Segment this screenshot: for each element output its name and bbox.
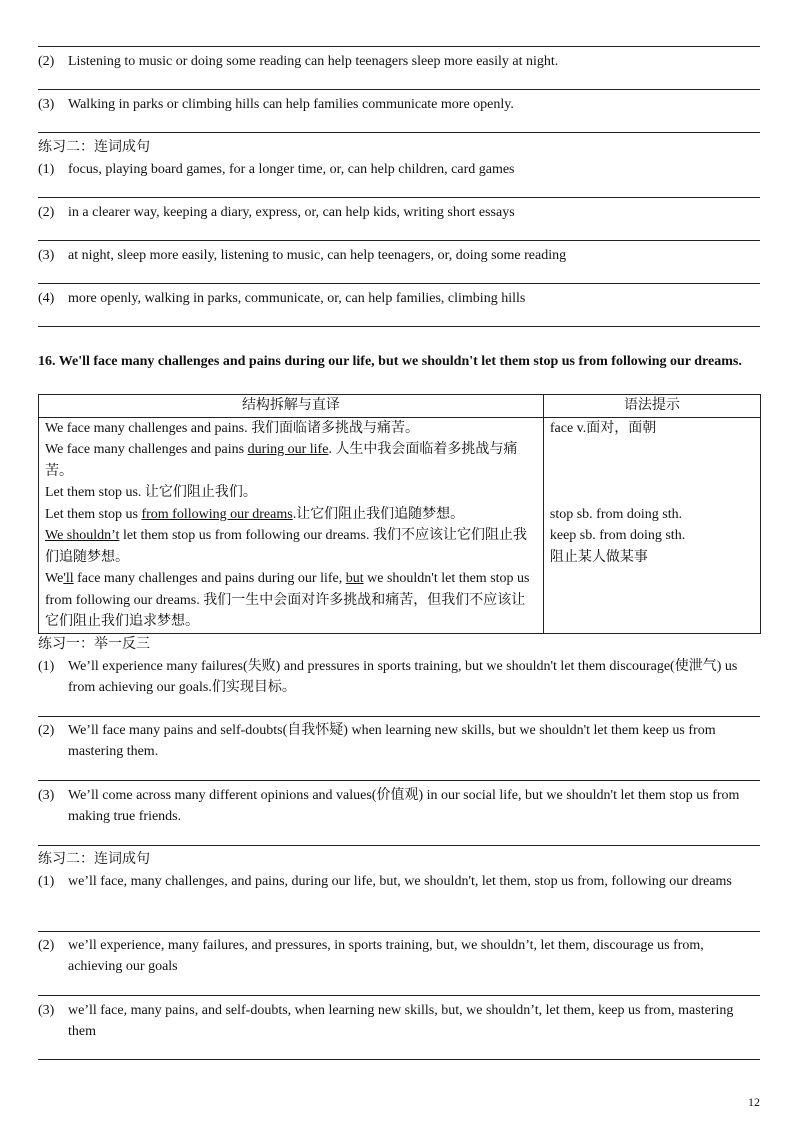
- answer-line: [38, 89, 760, 90]
- grammar-hint: face v.面对，面朝: [549, 420, 657, 436]
- answer-line: [38, 845, 760, 846]
- breakdown-line: We face many challenges and pains. 我们面临诸多挑战与痛苦。: [45, 420, 420, 436]
- answer-line: [38, 1059, 760, 1060]
- list-item: (4) more openly, walking in parks, communicate, or, can help families, climbing hills: [38, 291, 526, 306]
- answer-line: [38, 132, 760, 133]
- structure-table: [38, 394, 761, 634]
- grammar-hint: keep sb. from doing sth.: [549, 528, 686, 543]
- list-item: (2) we’ll experience, many failures, and pressures, in sports training, but, we shouldn’t, let them, discourage us from, achieving our goals: [38, 938, 704, 974]
- exercise-heading: 练习一：举一反三: [38, 637, 150, 652]
- answer-line: [38, 780, 760, 781]
- answer-line: [38, 326, 760, 327]
- grammar-cell: [543, 417, 760, 633]
- grammar-hint: 阻止某人做某事: [549, 549, 648, 565]
- table-header-structure: 结构拆解与直译: [39, 395, 544, 418]
- answer-line: [38, 46, 760, 47]
- exercise-heading: 练习二：连词成句: [38, 852, 150, 867]
- list-item: (3) We’ll come across many different opinions and values(价值观) in our social life, but we shouldn't let them stop us from making true friends.: [38, 788, 740, 824]
- list-item: (3) at night, sleep more easily, listening to music, can help teenagers, or, doing some reading: [38, 248, 567, 263]
- list-item: (2) Listening to music or doing some reading can help teenagers sleep more easily at night.: [38, 54, 559, 69]
- breakdown-line: We'll face many challenges and pains during our life, but we shouldn't let them stop us from following our dreams. 我们一生中会面对许多挑战和痛苦，但我们不应该让它们阻止我们追求梦想。: [45, 571, 530, 629]
- answer-line: [38, 995, 760, 996]
- list-item: (1) we’ll face, many challenges, and pains, during our life, but, we shouldn't, let them, stop us from, following our dreams: [38, 874, 732, 889]
- breakdown-line: Let them stop us. 让它们阻止我们。: [45, 485, 257, 500]
- list-item: (3) Walking in parks or climbing hills can help families communicate more openly.: [38, 97, 514, 112]
- answer-line: [38, 931, 760, 932]
- page-number: 12: [748, 1095, 760, 1109]
- grammar-hint: stop sb. from doing sth.: [549, 506, 683, 522]
- table-row: [39, 417, 761, 633]
- list-item: (2) We’ll face many pains and self-doubts(自我怀疑) when learning new skills, but we shouldn't let them keep us from mastering them.: [38, 723, 716, 759]
- exercise-heading: 练习二：连词成句: [38, 140, 150, 155]
- table-header-row: [39, 395, 761, 418]
- list-item: (3) we’ll face, many pains, and self-doubts, when learning new skills, but, we shouldn’t, let them, keep us from, mastering them: [38, 1003, 734, 1039]
- answer-line: [38, 240, 760, 241]
- list-item: (1) focus, playing board games, for a longer time, or, can help children, card games: [38, 162, 515, 177]
- list-item: (2) in a clearer way, keeping a diary, express, or, can help kids, writing short essays: [38, 205, 515, 220]
- breakdown-line: Let them stop us from following our dreams.让它们阻止我们追随梦想。: [45, 506, 465, 522]
- section-title: 16. We'll face many challenges and pains during our life, but we shouldn't let them stop us from following our dreams.: [38, 354, 742, 369]
- breakdown-line: We face many challenges and pains during our life. 人生中我会面临着多挑战与痛苦。: [45, 442, 518, 479]
- answer-line: [38, 716, 760, 717]
- answer-line: [38, 283, 760, 284]
- list-item: (1) We’ll experience many failures(失败) and pressures in sports training, but we shouldn't let them discourage(使泄气) us from achieving our goals.们实现目标。: [38, 659, 738, 695]
- breakdown-line: We shouldn’t let them stop us from following our dreams. 我们不应该让它们阻止我们追随梦想。: [45, 528, 527, 565]
- structure-cell: [39, 417, 544, 633]
- table-header-grammar: 语法提示: [543, 395, 760, 418]
- answer-line: [38, 197, 760, 198]
